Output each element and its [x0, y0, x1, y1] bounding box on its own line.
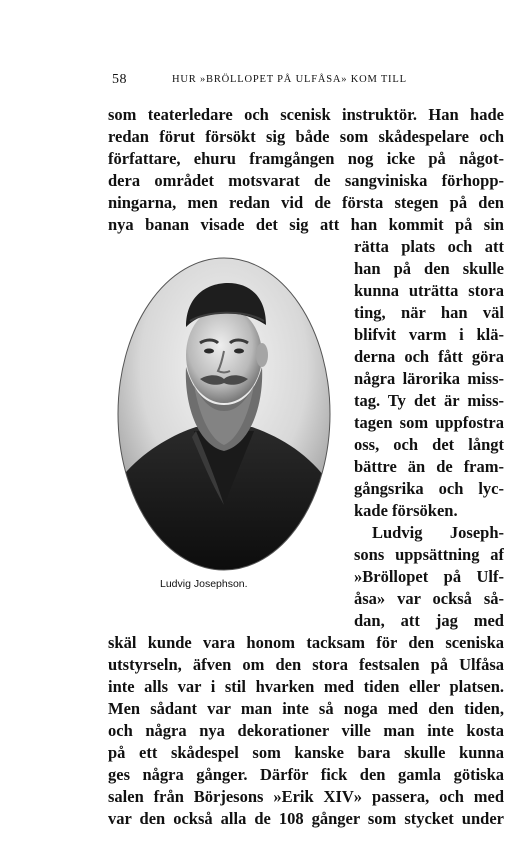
text-line: sons uppsättning af	[354, 545, 504, 564]
text-line: redan förut försökt sig både som skådespelare och	[108, 127, 504, 146]
running-title: HUR »BRÖLLOPET PÅ ULFÅSA» KOM TILL	[172, 74, 407, 85]
text-line: blifvit varm i klä-	[354, 325, 504, 344]
portrait-image	[116, 255, 332, 573]
text-line: som teaterledare och scenisk instruktör. Han hade	[108, 105, 504, 124]
text-line: dan, att jag med	[354, 611, 504, 630]
text-line: kade försöken.	[354, 501, 458, 520]
text-line: skäl kunde vara honom tacksam för den sceniska	[108, 633, 504, 652]
text-line: kunna uträtta stora	[354, 281, 504, 300]
portrait-figure	[116, 255, 332, 573]
text-line: på ett skådespel som kanske bara skulle kunna	[108, 743, 504, 762]
text-line: ges några gånger. Därför fick den gamla götiska	[108, 765, 504, 784]
text-line: nya banan visade det sig att han kommit på sin	[108, 215, 504, 234]
text-line: Men sådant var man inte så noga med den tiden,	[108, 699, 504, 718]
text-line: åsa» var också så-	[354, 589, 504, 608]
text-line: dera området motsvarat de sangviniska förhopp-	[108, 171, 504, 190]
text-line: bättre än de fram-	[354, 457, 504, 476]
text-line: och några nya dekorationer ville man inte kosta	[108, 721, 504, 740]
text-line: några lärorika miss-	[354, 369, 504, 388]
text-line: »Bröllopet på Ulf-	[354, 567, 504, 586]
text-line: han på den skulle	[354, 259, 504, 278]
text-line: gångsrika och lyc-	[354, 479, 504, 498]
text-line: Ludvig Joseph-	[372, 523, 504, 542]
text-line: rätta plats och att	[354, 237, 504, 256]
text-line: ting, när han väl	[354, 303, 504, 322]
text-line: ningarna, men redan vid de första stegen på den	[108, 193, 504, 212]
text-line: salen från Börjesons »Erik XIV» passera, och med	[108, 787, 504, 806]
text-line: oss, och det långt	[354, 435, 504, 454]
text-line: var den också alla de 108 gånger som stycket under	[108, 809, 504, 828]
text-line: utstyrseln, äfven om den stora festsalen på Ulfåsa	[108, 655, 504, 674]
text-line: författare, ehuru framgången nog icke på något-	[108, 149, 504, 168]
figure-caption: Ludvig Josephson.	[160, 578, 248, 590]
page-number: 58	[112, 72, 127, 87]
text-line: tag. Ty det är miss-	[354, 391, 504, 410]
text-line: inte alls var i stil hvarken med tiden eller platsen.	[108, 677, 504, 696]
text-line: derna och fått göra	[354, 347, 504, 366]
text-line: tagen som uppfostra	[354, 413, 504, 432]
page-header	[112, 72, 412, 88]
